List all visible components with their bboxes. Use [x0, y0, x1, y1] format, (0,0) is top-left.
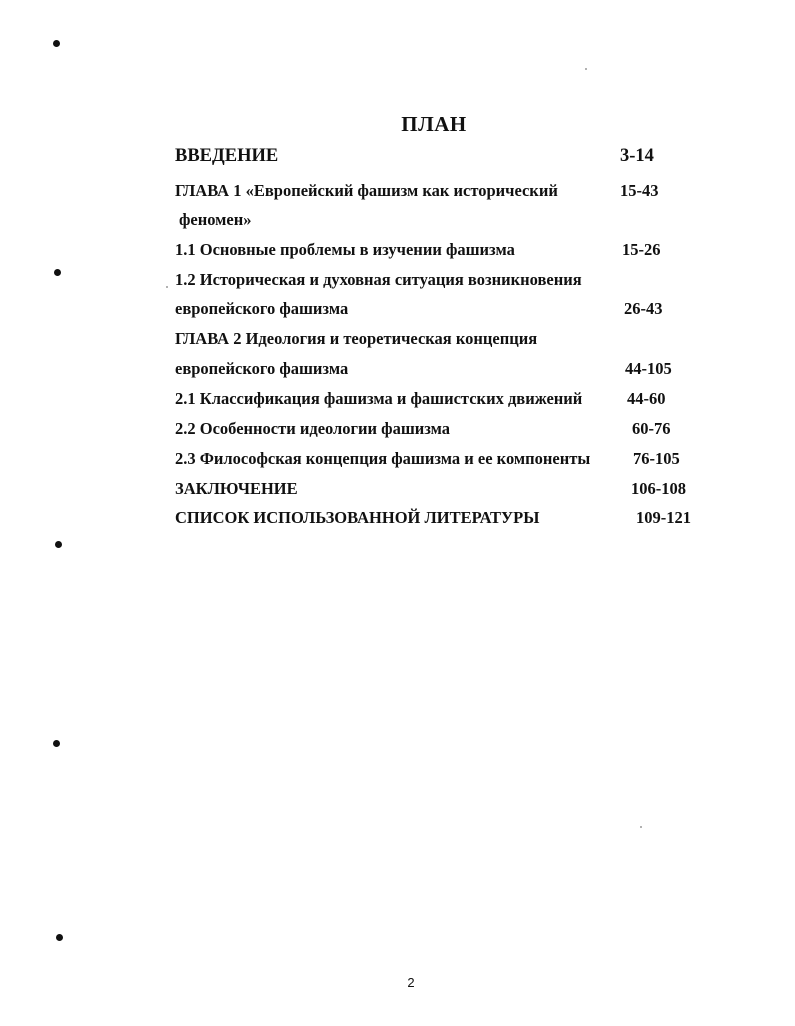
toc-entry-text: ЗАКЛЮЧЕНИЕ [175, 479, 298, 498]
toc-entry-text: 2.1 Классификация фашизма и фашистских движений [175, 389, 583, 408]
toc-entry-text: ВВЕДЕНИЕ [175, 146, 279, 166]
toc-entry-text: СПИСОК ИСПОЛЬЗОВАННОЙ ЛИТЕРАТУРЫ [175, 508, 540, 527]
toc-entry-text: 1.1 Основные проблемы в изучении фашизма [175, 240, 515, 259]
punch-hole-3 [55, 541, 62, 548]
toc-entry-pages: 106-108 [631, 479, 686, 498]
toc-entry-pages: 15-43 [620, 181, 659, 200]
toc-entry-text: ГЛАВА 1 «Европейский фашизм как исторический [175, 181, 558, 200]
scan-speck [166, 286, 168, 288]
toc-entry-text: 2.3 Философская концепция фашизма и ее компоненты [175, 449, 591, 468]
toc-entry-pages: 76-105 [633, 449, 680, 468]
toc-entry-pages: 26-43 [624, 299, 663, 318]
scan-speck [640, 826, 642, 828]
punch-hole-5 [56, 934, 63, 941]
toc-entry-pages: 44-105 [625, 359, 672, 378]
scan-speck [585, 68, 587, 70]
toc-entry-pages: 15-26 [622, 240, 661, 259]
page-number: 2 [407, 975, 415, 990]
toc-entry-text: 1.2 Историческая и духовная ситуация возникновения [175, 270, 582, 289]
toc-entry-pages: 3-14 [620, 146, 654, 166]
page-title: ПЛАН [401, 112, 467, 136]
toc-entry-pages: 109-121 [636, 508, 691, 527]
punch-hole-4 [53, 740, 60, 747]
toc-entry-text: 2.2 Особенности идеологии фашизма [175, 419, 451, 438]
punch-hole-2 [54, 269, 61, 276]
toc-entry-text: европейского фашизма [175, 359, 349, 378]
toc-entry-text: европейского фашизма [175, 299, 349, 318]
toc-entry-pages: 60-76 [632, 419, 671, 438]
toc-entry-text: ГЛАВА 2 Идеология и теоретическая концепция [175, 329, 538, 348]
toc-entry-text: феномен» [179, 210, 252, 229]
toc-entry-pages: 44-60 [627, 389, 666, 408]
punch-hole-1 [53, 40, 60, 47]
